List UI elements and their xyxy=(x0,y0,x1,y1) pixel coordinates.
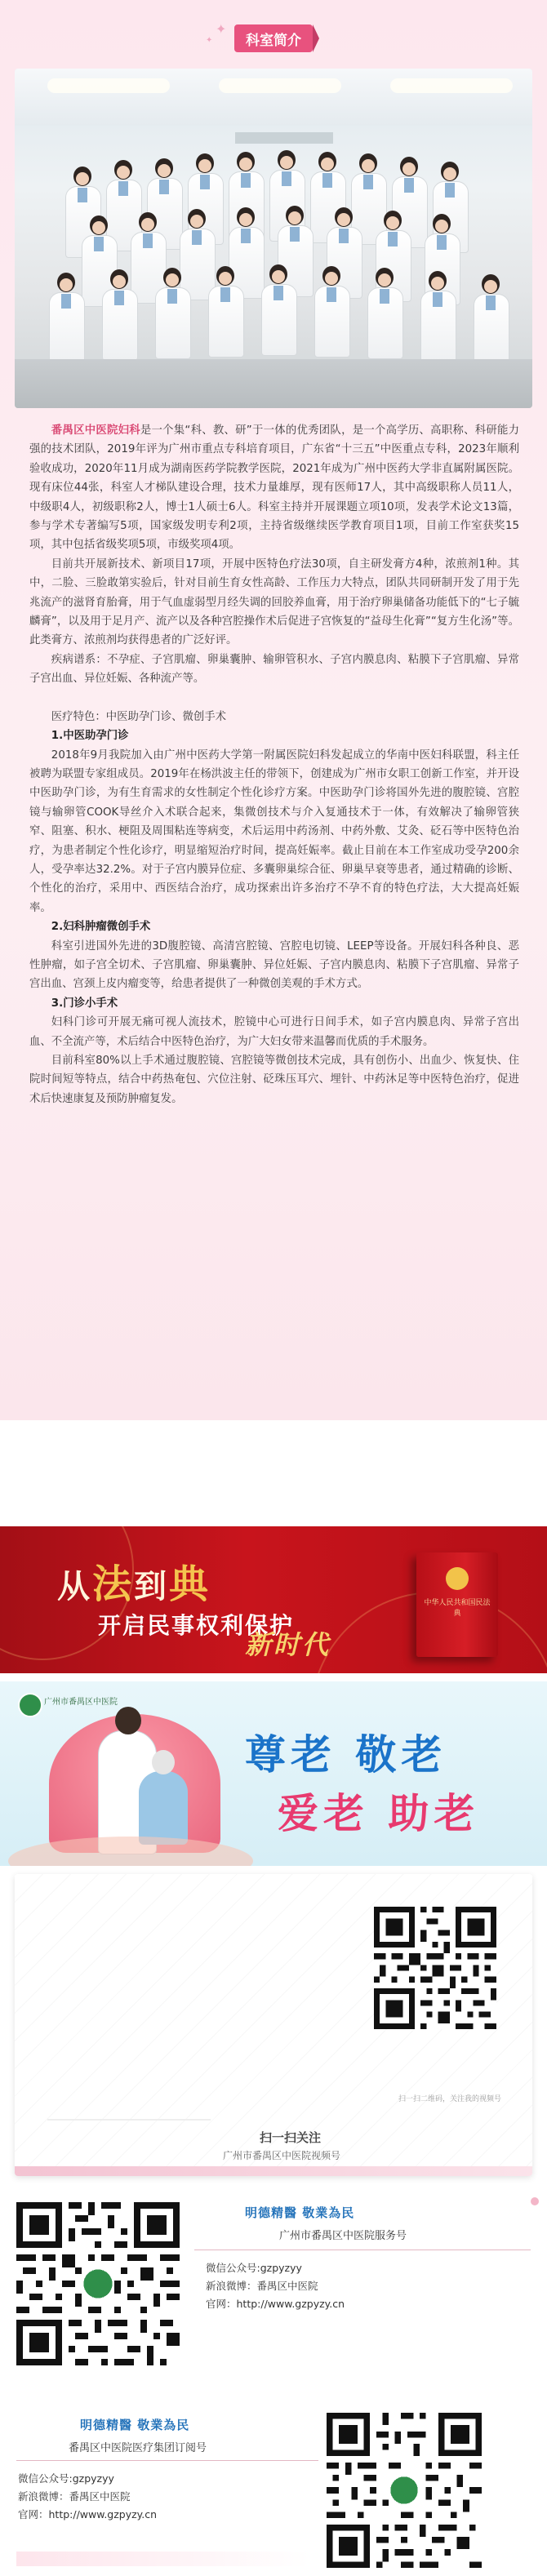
weibo-name: 新浪微博：番禺区中医院 xyxy=(18,2490,131,2503)
team-photo xyxy=(15,69,532,408)
civil-code-banner[interactable] xyxy=(0,1526,547,1673)
org-name: 番禺区中医院妇科 xyxy=(51,424,140,437)
section3-title: 3.门诊小手术 xyxy=(51,997,118,1010)
elder-slogan-2: 爱老 助老 xyxy=(278,1790,480,1837)
weibo-name: 新浪微博：番禺区中医院 xyxy=(206,2280,318,2292)
service-account-card xyxy=(0,2191,547,2395)
scan-label: 扫一扫关注 xyxy=(260,2130,322,2145)
elder-illustration xyxy=(139,1771,188,1845)
website-link[interactable]: 官网：http://www.gzpyzy.cn xyxy=(18,2508,158,2520)
qr-code[interactable] xyxy=(327,2413,482,2568)
contact-info xyxy=(18,2470,157,2524)
hospital-logo-icon xyxy=(18,1693,42,1717)
intro-paragraph-3: 疾病谱系：不孕症、子宫肌瘤、卵巢囊肿、输卵管积水、子宫内膜息肉、粘膜下子宫肌瘤、异常子宫出血、异位妊娠、各种流产等。 xyxy=(29,653,519,686)
section2-paragraph: 科室引进国外先进的3D腹腔镜、高清宫腔镜、宫腔电切镜、LEEP等设备。开展妇科各种良、恶性肿瘤，如子宫全切术、子宫肌瘤、卵巢囊肿、异位妊娠、子宫内膜息肉、粘膜下子宫肌瘤、异常子宫出血、宫颈上皮内瘤变等，给患者提供了一种微创美观的手术方式。 xyxy=(29,939,519,991)
banner-slogan: 新时代 xyxy=(245,1629,331,1660)
sparkle-icon: ✦ xyxy=(216,21,227,37)
national-emblem-icon xyxy=(446,1567,469,1590)
website-link[interactable]: 官网：http://www.gzpyzy.cn xyxy=(206,2298,345,2310)
elder-slogan-1: 尊老 敬老 xyxy=(245,1731,447,1779)
civil-code-book xyxy=(416,1552,498,1657)
scan-sublabel: 广州市番禺区中医院视频号 xyxy=(223,2150,341,2161)
section1-title: 1.中医助孕门诊 xyxy=(51,730,129,743)
book-title: 中华人民共和国民法典 xyxy=(424,1599,491,1618)
hospital-logo-text: 广州市番禺区中医院 xyxy=(44,1698,118,1707)
hospital-motto: 明德精醫 敬業為民 xyxy=(80,2418,190,2432)
spacer xyxy=(0,1420,547,1526)
elder-care-banner[interactable] xyxy=(0,1681,547,1866)
section3-paragraph-1: 妇科门诊可开展无痛可视人流技术，腔镜中心可进行日间手术，如子宫内膜息肉、异常子宫出血、不全流产等，术后结合中医特色治疗，为广大妇女带来温馨而优质的手术服务。 xyxy=(29,1016,519,1048)
group-account-card xyxy=(0,2396,547,2576)
wechat-id: 微信公众号:gzpyzyy xyxy=(206,2262,302,2274)
service-account-title: 广州市番禺区中医院服务号 xyxy=(279,2230,407,2242)
qr-code[interactable] xyxy=(374,1907,496,2029)
sparkle-icon: ✦ xyxy=(206,36,213,45)
hospital-motto: 明德精醫 敬業為民 xyxy=(245,2205,355,2220)
intro-paragraph-2: 目前共开展新技术、新项目17项，开展中医特色疗法30项，自主研发膏方4种，浓煎剂1种。其中，二脸、三脸敢第实验后，针对目前生育女性高龄、工作压力大特点，团队共同研制开发了用于先兆流产的滋肾育胎膏，用于气血虚弱型月经失调的回胶养血膏，用于治疗卵巢储备功能低下的“七子毓麟膏”，以及用于足月产、流产以及各种宫腔操作术后促进子宫恢复的“益母生化膏”“复方生化汤”等。此类膏方、浓煎剂均获得患者的广泛好评。 xyxy=(29,557,519,647)
follow-card xyxy=(15,1874,532,2176)
section3-paragraph-2: 目前科室80%以上手术通过腹腔镜、宫腔镜等微创技术完成，具有创伤小、出血少、恢复快、住院时间短等特点，结合中药热奄包、穴位注射、砭珠压耳穴、埋针、中药沐足等中医特色治疗，促进术后快速康复及预防肿瘤复发。 xyxy=(29,1055,519,1105)
section-tag: 科室简介 xyxy=(234,24,313,52)
wechat-id: 微信公众号:gzpyzyy xyxy=(18,2472,114,2485)
qr-caption: 扫一扫二维码，关注我的视频号 xyxy=(398,2095,502,2103)
section2-title: 2.妇科肿瘤微创手术 xyxy=(51,921,151,934)
intro-paragraph-1: 是一个集“科、教、研”于一体的优秀团队，是一个高学历、高职称、科研能力强的技术团队，2019年评为广州市重点专科培育项目，广东省“十三五”中医重点专科，2023年顺利验收成功，2020年11月成为湖南医药学院教学医院，2021年成为广州中医药大学非直属附属医院。现有床位44张，科室人才梯队建设合理，技术力量雄厚，现有医师17人，其中高级职称人员11人，中级职4人，初级职称2人，博士1人硕士6人。科室主持并开展课题立项10项，发表学术论文13篇，参与学术专著编写5项，国家级发明专利2项，主持省级继续医学教育项目1项，目前工作室获奖15项，其中包括省级奖项5项，市级奖项4项。 xyxy=(29,424,520,552)
section1-paragraph: 2018年9月我院加入由广州中医药大学第一附属医院妇科发起成立的华南中医妇科联盟，科主任被聘为联盟专家组成员。2019年在杨洪波主任的带领下，创建成为广州市女职工创新工作室，并开设中医助孕门诊，为有生育需求的女性制定个性化诊疗方案。中医助孕门诊将国外先进的腹腔镜、宫腔镜与输卵管COOK导丝介入术联合起来，集微创技术与介入复通技术于一体，有效解决了输卵管狭窄、阻塞、积水、梗阻及周围粘连等病变，术后运用中药汤剂、中药外敷、艾灸、砭石等中医特色治疗，为患者制定个性化诊疗，明显缩短治疗时间，提高妊娠率。截止目前在本工作室成功受孕200余人，受孕率达32.2%。对于子宫内膜异位症、多囊卵巢综合征、卵巢早衰等患者，通过精确的诊断、个性化的治疗，采用中、西医结合治疗，成功探索出许多治疗不孕不育的特色疗法，大大提高妊娠率。 xyxy=(29,748,519,914)
banner-subline: 开启民事权利保护 xyxy=(98,1612,295,1639)
qr-code[interactable] xyxy=(16,2202,180,2365)
features-label: 医疗特色：中医助孕门诊、微创手术 xyxy=(51,710,227,723)
group-account-title: 番禺区中医院医疗集团订阅号 xyxy=(69,2442,207,2454)
banner-headline: 从法到典 xyxy=(57,1561,211,1607)
intro-text xyxy=(29,421,519,1108)
contact-info xyxy=(206,2259,345,2313)
